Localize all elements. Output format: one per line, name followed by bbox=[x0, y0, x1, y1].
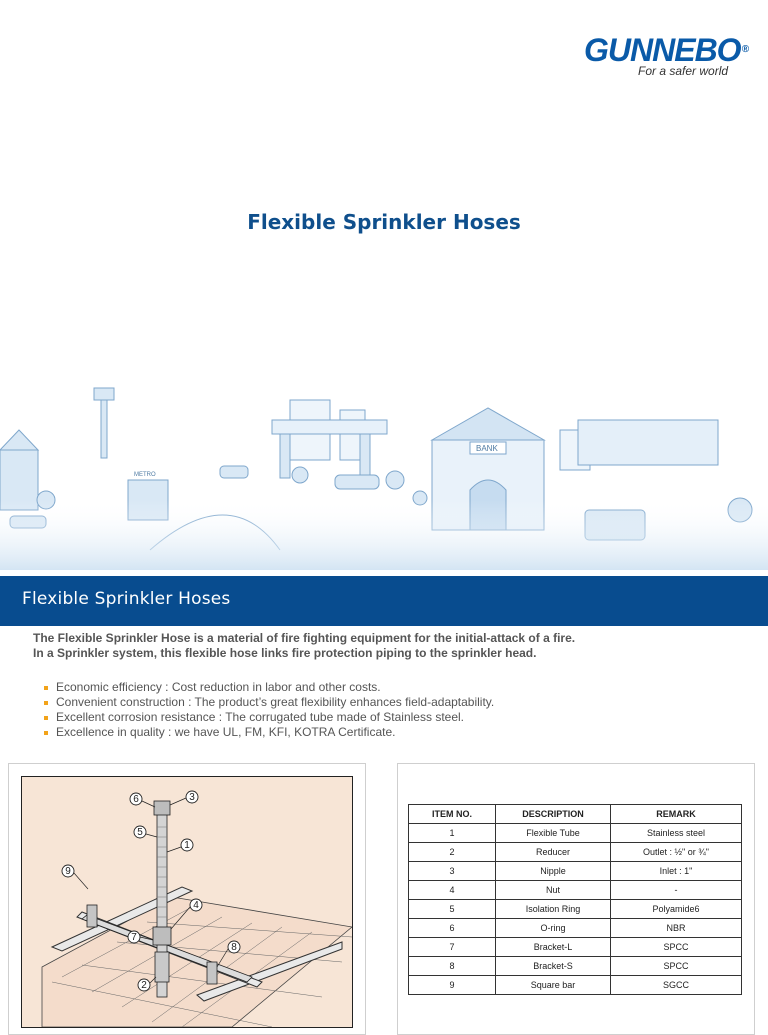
callout-5: 5 bbox=[137, 827, 143, 838]
cell-item-no: 6 bbox=[409, 919, 496, 938]
cell-item-no: 4 bbox=[409, 881, 496, 900]
column-header-item-no: ITEM NO. bbox=[409, 805, 496, 824]
cell-remark: SGCC bbox=[611, 976, 742, 995]
logo-registered-mark: ® bbox=[741, 44, 748, 55]
cell-remark: Stainless steel bbox=[611, 824, 742, 843]
callout-1: 1 bbox=[184, 840, 190, 851]
callout-9: 9 bbox=[65, 866, 71, 877]
feature-item: Economic efficiency : Cost reduction in labor and other costs. bbox=[44, 680, 494, 695]
cell-remark: - bbox=[611, 881, 742, 900]
table-row bbox=[409, 862, 742, 881]
callout-6: 6 bbox=[133, 794, 139, 805]
feature-list bbox=[44, 680, 494, 740]
section-title: Flexible Sprinkler Hoses bbox=[22, 589, 231, 609]
bullet-icon bbox=[44, 686, 48, 690]
column-header-remark: REMARK bbox=[611, 805, 742, 824]
table-row bbox=[409, 919, 742, 938]
cell-remark: NBR bbox=[611, 919, 742, 938]
table-row bbox=[409, 824, 742, 843]
callout-8: 8 bbox=[231, 942, 237, 953]
logo-wordmark bbox=[584, 32, 748, 68]
cell-item-no: 1 bbox=[409, 824, 496, 843]
intro-line-2: In a Sprinkler system, this flexible hose links fire protection piping to the sprinkler head. bbox=[33, 646, 537, 660]
cell-description: Nut bbox=[496, 881, 611, 900]
table-row bbox=[409, 843, 742, 862]
cell-description: Bracket-S bbox=[496, 957, 611, 976]
diagram-panel bbox=[8, 763, 366, 1035]
table-row bbox=[409, 881, 742, 900]
cell-remark: Outlet : ½" or ¾" bbox=[611, 843, 742, 862]
cover-title: Flexible Sprinkler Hoses bbox=[247, 210, 521, 234]
table-row bbox=[409, 957, 742, 976]
logo-tagline: For a safer world bbox=[638, 64, 729, 78]
installation-diagram bbox=[21, 776, 353, 1028]
cell-description: Nipple bbox=[496, 862, 611, 881]
spec-table bbox=[408, 804, 742, 995]
column-header-description: DESCRIPTION bbox=[496, 805, 611, 824]
callout-3: 3 bbox=[189, 792, 195, 803]
table-row bbox=[409, 976, 742, 995]
cell-item-no: 7 bbox=[409, 938, 496, 957]
table-row bbox=[409, 900, 742, 919]
cell-description: Isolation Ring bbox=[496, 900, 611, 919]
table-header-row bbox=[409, 805, 742, 824]
cell-remark: SPCC bbox=[611, 938, 742, 957]
bullet-icon bbox=[44, 716, 48, 720]
cell-item-no: 9 bbox=[409, 976, 496, 995]
feature-item: Excellent corrosion resistance : The corrugated tube made of Stainless steel. bbox=[44, 710, 494, 725]
cell-description: Flexible Tube bbox=[496, 824, 611, 843]
metro-sign: METRO bbox=[134, 472, 156, 478]
city-illustration bbox=[0, 380, 768, 570]
cell-description: Bracket-L bbox=[496, 938, 611, 957]
cell-remark: Polyamide6 bbox=[611, 900, 742, 919]
gunnebo-logo bbox=[584, 32, 748, 78]
intro-text bbox=[33, 631, 733, 661]
feature-item: Excellence in quality : we have UL, FM, KFI, KOTRA Certificate. bbox=[44, 725, 494, 740]
spec-panel bbox=[397, 763, 755, 1035]
callout-4: 4 bbox=[193, 900, 199, 911]
bank-sign: BANK bbox=[476, 444, 498, 453]
cell-item-no: 3 bbox=[409, 862, 496, 881]
cell-item-no: 5 bbox=[409, 900, 496, 919]
cell-remark: Inlet : 1" bbox=[611, 862, 742, 881]
cell-description: Reducer bbox=[496, 843, 611, 862]
hose-diagram-svg bbox=[22, 777, 352, 1027]
cell-description: Square bar bbox=[496, 976, 611, 995]
cell-remark: SPCC bbox=[611, 957, 742, 976]
feature-item: Convenient construction : The product’s great flexibility enhances field-adaptability. bbox=[44, 695, 494, 710]
callout-7: 7 bbox=[131, 932, 137, 943]
cell-item-no: 8 bbox=[409, 957, 496, 976]
cell-description: O-ring bbox=[496, 919, 611, 938]
callout-2: 2 bbox=[141, 980, 147, 991]
intro-line-1: The Flexible Sprinkler Hose is a material of fire fighting equipment for the initial-attack of a fire. bbox=[33, 631, 576, 645]
bullet-icon bbox=[44, 701, 48, 705]
cell-item-no: 2 bbox=[409, 843, 496, 862]
bullet-icon bbox=[44, 731, 48, 735]
section-band bbox=[0, 576, 768, 626]
logo-name-text: GUNNEBO bbox=[584, 32, 741, 68]
table-row bbox=[409, 938, 742, 957]
